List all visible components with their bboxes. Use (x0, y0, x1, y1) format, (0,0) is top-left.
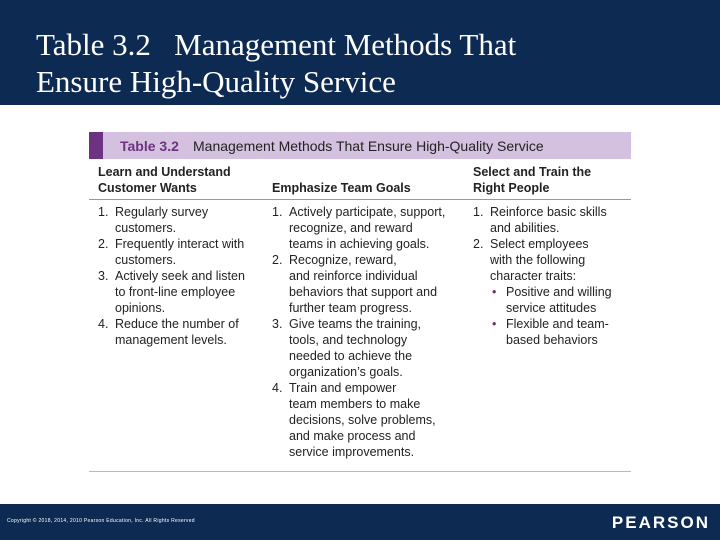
item-text-line: teams in achieving goals. (289, 237, 430, 251)
column-header-3-line-1: Select and Train the (473, 165, 592, 179)
column-header-1-line-2: Customer Wants (98, 181, 197, 195)
list-item (272, 316, 472, 380)
table-caption-bar (89, 132, 631, 159)
item-text-line: management levels. (115, 333, 227, 347)
item-text-line: Actively participate, support, (289, 205, 446, 219)
column-header-1-line-1: Learn and Understand (98, 165, 231, 179)
bullet-icon: • (492, 285, 497, 299)
item-number: 1. (473, 205, 484, 219)
bullet-text-line: based behaviors (506, 333, 598, 347)
caption-accent (89, 132, 103, 159)
item-text-line: organization’s goals. (289, 365, 403, 379)
copyright-text: Copyright © 2018, 2014, 2010 Pearson Education, Inc. All Rights Reserved (7, 518, 195, 524)
item-text-line: customers. (115, 253, 177, 267)
column-1-list (98, 204, 268, 348)
item-text-line: Select employees (490, 237, 589, 251)
item-number: 1. (98, 205, 109, 219)
list-item (272, 380, 472, 460)
footer-bar (0, 504, 720, 540)
item-text-line: and reinforce individual (289, 269, 418, 283)
item-text-line: behaviors that support and (289, 285, 438, 299)
item-number: 1. (272, 205, 283, 219)
column-3-list (473, 204, 631, 348)
item-number: 4. (98, 317, 109, 331)
list-item (272, 252, 472, 316)
header-rule (89, 199, 631, 200)
column-header-3 (473, 164, 591, 196)
item-text-line: further team progress. (289, 301, 412, 315)
item-text-line: service improvements. (289, 445, 415, 459)
bullet-item (473, 316, 631, 348)
item-number: 3. (98, 269, 109, 283)
list-item (473, 204, 631, 236)
item-text-line: customers. (115, 221, 177, 235)
bottom-rule (89, 471, 631, 472)
list-item (98, 204, 268, 236)
slide-title-line-2: Ensure High-Quality Service (36, 64, 396, 99)
list-item (272, 204, 472, 252)
item-number: 4. (272, 381, 283, 395)
item-text-line: opinions. (115, 301, 166, 315)
bullet-text-line: Positive and willing (506, 285, 612, 299)
list-item (473, 236, 631, 284)
item-number: 2. (98, 237, 109, 251)
item-text-line: Recognize, reward, (289, 253, 397, 267)
item-text-line: and abilities. (490, 221, 560, 235)
column-header-2 (272, 180, 411, 196)
bullet-text-line: Flexible and team- (506, 317, 609, 331)
item-number: 2. (473, 237, 484, 251)
list-item (98, 268, 268, 316)
slide-title-line-1: Table 3.2 Management Methods That (36, 27, 517, 62)
item-text-line: team members to make (289, 397, 421, 411)
item-text-line: to front-line employee (115, 285, 236, 299)
item-text-line: Give teams the training, (289, 317, 422, 331)
bullet-text-line: service attitudes (506, 301, 597, 315)
item-number: 3. (272, 317, 283, 331)
item-number: 2. (272, 253, 283, 267)
item-text-line: tools, and technology (289, 333, 408, 347)
item-text-line: Actively seek and listen (115, 269, 245, 283)
item-text-line: Regularly survey (115, 205, 209, 219)
column-header-2-line-1: Emphasize Team Goals (272, 181, 411, 195)
item-text-line: with the following (490, 253, 586, 267)
item-text-line: needed to achieve the (289, 349, 413, 363)
bullet-item (473, 284, 631, 316)
item-text-line: Reduce the number of (115, 317, 239, 331)
table-number: Table 3.2 (120, 138, 179, 154)
list-item (98, 316, 268, 348)
bullet-icon: • (492, 317, 497, 331)
slide-title (36, 26, 696, 100)
item-text-line: Reinforce basic skills (490, 205, 607, 219)
item-text-line: Frequently interact with (115, 237, 245, 251)
column-2-list (272, 204, 472, 460)
column-header-1 (98, 164, 231, 196)
list-item (98, 236, 268, 268)
item-text-line: and make process and (289, 429, 416, 443)
item-text-line: Train and empower (289, 381, 397, 395)
pearson-logo: PEARSON (611, 513, 710, 532)
item-text-line: recognize, and reward (289, 221, 413, 235)
table (89, 132, 631, 472)
title-bar (0, 0, 720, 105)
item-text-line: character traits: (490, 269, 577, 283)
column-header-3-line-2: Right People (473, 181, 550, 195)
item-text-line: decisions, solve problems, (289, 413, 436, 427)
table-title: Management Methods That Ensure High-Quality Service (193, 138, 544, 154)
